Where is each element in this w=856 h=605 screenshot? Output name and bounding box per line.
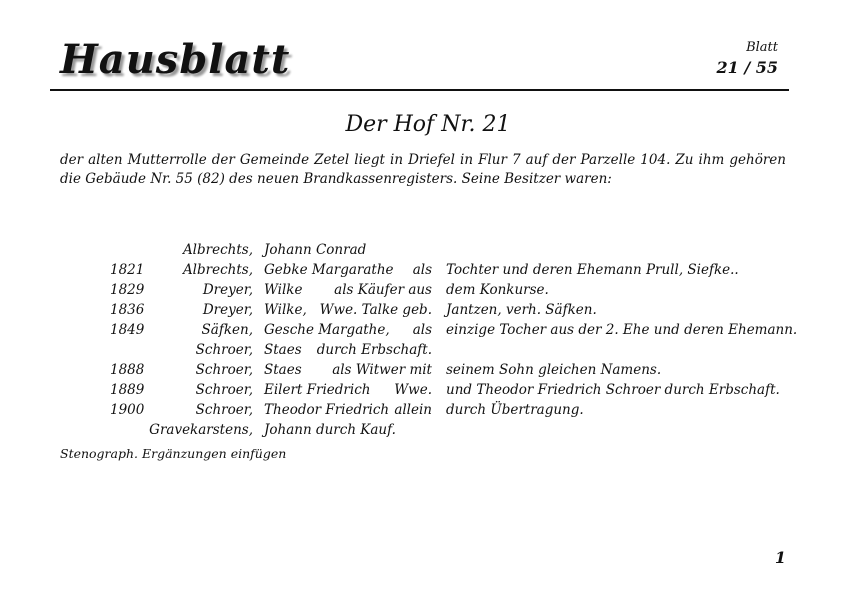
footnote: Stenograph. Ergänzungen einfügen: [60, 446, 287, 461]
owner-year: 1889: [110, 382, 145, 398]
owner-row: [0, 400, 856, 420]
sheet-label: Blatt: [746, 40, 778, 55]
owner-given-names: [264, 282, 432, 298]
owner-row: [0, 300, 856, 320]
owner-given-part: als: [412, 322, 432, 338]
page-number: 1: [774, 548, 786, 567]
owner-year: 1888: [110, 362, 145, 378]
owner-given-names: [264, 402, 432, 418]
owner-note: Jantzen, verh. Säfken.: [446, 302, 597, 318]
owner-given-part: Gesche Margathe,: [264, 322, 390, 338]
owner-given-part: Staes: [264, 362, 302, 378]
owner-given-part: Theodor Friedrich: [264, 402, 390, 418]
owner-row: [0, 340, 856, 360]
owner-year: 1849: [110, 322, 145, 338]
owner-row: [0, 260, 856, 280]
section-title: Der Hof Nr. 21: [345, 112, 511, 137]
owner-row: [0, 360, 856, 380]
owner-given-part: allein: [394, 402, 432, 418]
owner-year: 1836: [110, 302, 145, 318]
owner-note: Tochter und deren Ehemann Prull, Siefke..: [446, 262, 739, 278]
owner-surname: Schroer,: [195, 342, 253, 358]
owner-given-part: durch Erbschaft.: [316, 342, 432, 358]
owner-given-part: als Witwer mit: [332, 362, 432, 378]
owner-surname: Schroer,: [195, 382, 253, 398]
owner-given-names: [264, 242, 432, 258]
owner-surname: Dreyer,: [202, 282, 253, 298]
owner-given-part: Staes: [264, 342, 302, 358]
owner-given-part: Wwe. Talke geb.: [319, 302, 432, 318]
owner-given-part: als Käufer aus: [334, 282, 432, 298]
owner-note: einzige Tocher aus der 2. Ehe und deren Ehemann.: [446, 322, 798, 338]
owner-given-part: Wilke: [264, 282, 303, 298]
owner-given-names: [264, 342, 432, 358]
owner-given-names: [264, 322, 432, 338]
owner-surname: Schroer,: [195, 362, 253, 378]
owner-given-names: [264, 362, 432, 378]
owner-note: durch Übertragung.: [446, 402, 584, 418]
owner-year: 1821: [110, 262, 145, 278]
owner-given-names: [264, 302, 432, 318]
owner-given-names: [264, 382, 432, 398]
owner-row: [0, 240, 856, 260]
owner-surname: Gravekarstens,: [149, 422, 253, 438]
header-divider: [50, 89, 789, 91]
owner-row: [0, 280, 856, 300]
owner-given-part: Johann durch Kauf.: [264, 422, 396, 438]
owner-note: und Theodor Friedrich Schroer durch Erbschaft.: [446, 382, 780, 398]
owner-given-part: Gebke Margarathe: [264, 262, 394, 278]
owner-year: 1829: [110, 282, 145, 298]
owner-given-part: Eilert Friedrich: [264, 382, 371, 398]
intro-paragraph: der alten Mutterrolle der Gemeinde Zetel liegt in Driefel in Flur 7 auf der Parzelle 104. Zu ihm gehören die Gebäude Nr. 55 (82) des neuen Brandkassenregisters. Seine Besitzer waren:: [60, 152, 786, 187]
owner-given-part: Wwe.: [394, 382, 432, 398]
owner-given-names: [264, 422, 432, 438]
owner-surname: Schroer,: [195, 402, 253, 418]
page-title: Hausblatt: [60, 36, 291, 83]
owner-note: dem Konkurse.: [446, 282, 549, 298]
owner-surname: Albrechts,: [182, 262, 253, 278]
owner-list: [0, 240, 856, 440]
owner-row: [0, 320, 856, 340]
sheet-number: 21 / 55: [716, 58, 778, 77]
owner-surname: Dreyer,: [202, 302, 253, 318]
owner-surname: Säfken,: [201, 322, 253, 338]
owner-surname: Albrechts,: [182, 242, 253, 258]
owner-row: [0, 420, 856, 440]
owner-row: [0, 380, 856, 400]
owner-note: seinem Sohn gleichen Namens.: [446, 362, 662, 378]
owner-given-part: Wilke,: [264, 302, 307, 318]
owner-year: 1900: [110, 402, 145, 418]
owner-given-part: als: [412, 262, 432, 278]
owner-given-names: [264, 262, 432, 278]
owner-given-part: Johann Conrad: [264, 242, 367, 258]
